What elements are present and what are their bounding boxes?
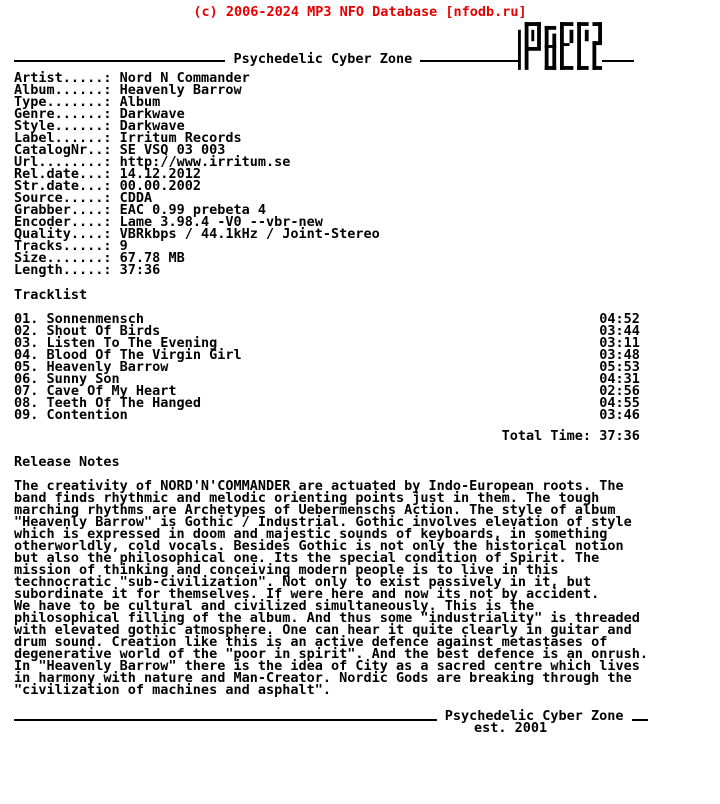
release-notes-line: drum sound. Creation like this is an active defence against metastases of xyxy=(14,634,608,650)
metadata-label: Size.......: xyxy=(14,250,112,266)
track-number: 04. xyxy=(14,347,39,363)
track-title: Listen To The Evening xyxy=(46,335,218,351)
release-notes-line: degenerative world of the "poor in spirit". And the best defence is an onrush. xyxy=(14,646,648,662)
release-notes-line: "Heavenly Barrow" is Gothic / Industrial. Gothic involves elevation of style xyxy=(14,514,632,530)
track-number: 03. xyxy=(14,335,39,351)
track-number: 05. xyxy=(14,359,39,375)
release-notes-line: otherworldly, cold vocals. Besides Gothic is not only the historical notion xyxy=(14,538,624,554)
footer xyxy=(0,710,720,722)
metadata-value: EAC 0.99 prebeta 4 xyxy=(119,202,266,218)
banner-rule-tail xyxy=(602,60,635,62)
release-notes xyxy=(0,480,720,696)
metadata-value: 14.12.2012 xyxy=(119,166,201,182)
track-time: 03:48 xyxy=(599,347,640,363)
metadata-label: Length.....: xyxy=(14,262,112,278)
metadata-label: Tracks.....: xyxy=(14,238,112,254)
track-title: Contention xyxy=(46,407,128,423)
tracklist xyxy=(0,313,640,421)
track-row xyxy=(14,409,640,421)
track-title: Cave Of My Heart xyxy=(46,383,177,399)
footer-rule-left xyxy=(14,719,437,721)
metadata-label: CatalogNr..: xyxy=(14,142,112,158)
tracklist-heading: Tracklist xyxy=(14,287,88,303)
track-title: Heavenly Barrow xyxy=(46,359,169,375)
banner xyxy=(0,20,720,72)
track-number: 06. xyxy=(14,371,39,387)
track-title: Sunny Son xyxy=(46,371,120,387)
metadata-label: Source.....: xyxy=(14,190,112,206)
metadata-value: 37:36 xyxy=(119,262,161,278)
banner-rule-left xyxy=(14,60,225,62)
metadata-label: Style......: xyxy=(14,118,112,134)
metadata-value: VBRkbps / 44.1kHz / Joint-Stereo xyxy=(119,226,380,242)
release-notes-line: philosophical filling of the album. And thus some "industriality" is threaded xyxy=(14,610,640,626)
metadata-label: Artist.....: xyxy=(14,70,112,86)
track-time: 05:53 xyxy=(599,359,640,375)
footer-rule-tail xyxy=(632,719,648,721)
release-notes-line: band finds rhythmic and melodic orienting points just in them. The tough xyxy=(14,490,600,506)
copyright-line: (c) 2006-2024 MP3 NFO Database [nfodb.ru] xyxy=(193,4,527,20)
release-notes-line: which is expressed in doom and majestic sounds of keyboards, in something xyxy=(14,526,608,542)
track-time: 04:31 xyxy=(599,371,640,387)
metadata-label: Grabber....: xyxy=(14,202,112,218)
total-time: Total Time: 37:36 xyxy=(501,428,640,444)
metadata-label: Album......: xyxy=(14,82,112,98)
track-time: 04:52 xyxy=(599,311,640,327)
metadata-value: 67.78 MB xyxy=(119,250,185,266)
track-number: 01. xyxy=(14,311,39,327)
release-notes-line: technocratic "sub-civilization". Not only to exist passively in it, but xyxy=(14,574,592,590)
metadata-label: Genre......: xyxy=(14,106,112,122)
track-title: Teeth Of The Hanged xyxy=(46,395,201,411)
metadata-label: Str.date...: xyxy=(14,178,112,194)
track-title: Shout Of Birds xyxy=(46,323,161,339)
release-notes-heading: Release Notes xyxy=(14,454,120,470)
track-title: Blood Of The Virgin Girl xyxy=(46,347,242,363)
track-number: 09. xyxy=(14,407,39,423)
metadata-value: 00.00.2002 xyxy=(119,178,201,194)
track-time: 03:11 xyxy=(599,335,640,351)
release-notes-line: with elevated gothic atmosphere. One can hear it quite clearly in guitar and xyxy=(14,622,632,638)
footer-title: Psychedelic Cyber Zone xyxy=(444,708,624,724)
track-time: 02:56 xyxy=(599,383,640,399)
metadata-value: Nord N Commander xyxy=(119,70,250,86)
track-number: 07. xyxy=(14,383,39,399)
footer-est: est. 2001 xyxy=(474,720,548,736)
metadata-label: Label......: xyxy=(14,130,112,146)
release-notes-line: We have to be cultural and civilized simultaneously. This is the xyxy=(14,598,535,614)
metadata-value: Darkwave xyxy=(119,106,185,122)
metadata-value: Darkwave xyxy=(119,118,185,134)
track-time: 03:46 xyxy=(599,407,640,423)
track-title: Sonnenmensch xyxy=(46,311,145,327)
track-time: 04:55 xyxy=(599,395,640,411)
release-notes-line: "civilization of machines and asphalt". xyxy=(14,682,331,698)
track-number: 08. xyxy=(14,395,39,411)
metadata-label: Rel.date...: xyxy=(14,166,112,182)
metadata-value: Irritum Records xyxy=(119,130,242,146)
metadata-value: Album xyxy=(119,94,161,110)
metadata-row xyxy=(14,264,720,276)
release-notes-line: in harmony with nature and Man-Creator. Nordic Gods are breaking through the xyxy=(14,670,632,686)
pcz-maze-logo-icon xyxy=(518,22,602,70)
release-notes-line: mission of thinking and conceiving modern people is to live in this xyxy=(14,562,559,578)
release-notes-line: The creativity of NORD'N'COMMANDER are actuated by Indo-European roots. The xyxy=(14,478,624,494)
release-notes-line: In "Heavenly Barrow" there is the idea of City as a sacred centre which lives xyxy=(14,658,640,674)
metadata-value: CDDA xyxy=(119,190,153,206)
metadata-value: Lame 3.98.4 -V0 --vbr-new xyxy=(119,214,323,230)
metadata-label: Quality....: xyxy=(14,226,112,242)
release-notes-line: marching rhythms are Archetypes of Uebermenschs Action. The style of album xyxy=(14,502,616,518)
metadata-label: Url........: xyxy=(14,154,112,170)
track-number: 02. xyxy=(14,323,39,339)
metadata-value: Heavenly Barrow xyxy=(119,82,242,98)
metadata-value: SE VSQ 03 003 xyxy=(119,142,226,158)
banner-title: Psychedelic Cyber Zone xyxy=(233,51,413,67)
banner-rule-right xyxy=(420,60,518,62)
metadata-block xyxy=(0,72,720,276)
metadata-label: Type.......: xyxy=(14,94,112,110)
metadata-label: Encoder....: xyxy=(14,214,112,230)
track-time: 03:44 xyxy=(599,323,640,339)
metadata-value: http://www.irritum.se xyxy=(119,154,291,170)
metadata-value: 9 xyxy=(119,238,128,254)
release-notes-line: but also the philosophical one. Its the special condition of Spirit. The xyxy=(14,550,600,566)
release-notes-line: subordinate it for themselves. If were here and now its not by accident. xyxy=(14,586,600,602)
